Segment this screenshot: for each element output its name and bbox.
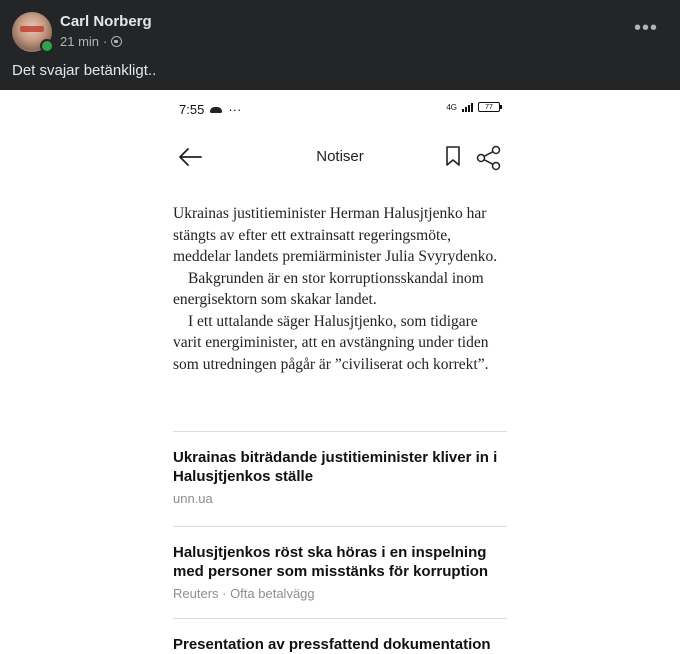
status-dots: ··· <box>228 102 242 117</box>
status-bar-left <box>179 102 241 117</box>
bookmark-icon[interactable] <box>445 146 461 166</box>
article-paragraph: Ukrainas justitieminister Herman Halusjtjenko har stängts av efter ett extrainsatt regeringsmöte, meddelar landets premiärminister Julia Svyrydenko. <box>173 205 498 265</box>
related-item[interactable] <box>173 618 507 654</box>
battery-level: 77 <box>485 104 493 111</box>
share-icon[interactable] <box>476 145 502 171</box>
app-nav-bar <box>160 142 520 172</box>
battery-icon <box>478 102 500 112</box>
related-source: Reuters · Ofta betalvägg <box>173 586 315 601</box>
signal-icon <box>462 102 473 112</box>
post-header <box>0 0 680 90</box>
globe-icon[interactable] <box>111 36 122 47</box>
article-body <box>173 203 508 375</box>
related-item[interactable] <box>173 431 507 506</box>
status-time: 7:55 <box>179 102 205 117</box>
related-headline[interactable]: Halusjtjenkos röst ska höras i en inspelning med personer som misstänks för korruption <box>173 544 489 580</box>
post-text: Det svajar betänkligt.. <box>12 62 157 79</box>
screenshot-image[interactable] <box>160 90 520 653</box>
network-label: 4G <box>446 102 457 112</box>
status-bar-right <box>446 102 500 112</box>
online-status-dot <box>40 39 54 53</box>
related-item[interactable] <box>173 526 507 601</box>
post-time[interactable]: 21 min <box>60 34 100 49</box>
cloud-icon <box>210 107 222 113</box>
post-meta <box>60 34 122 49</box>
meta-separator: · <box>103 34 108 49</box>
related-headline[interactable]: Ukrainas biträdande justitieminister kliver in i Halusjtjenkos ställe <box>173 449 498 485</box>
article-paragraph: Bakgrunden är en stor korruptionsskandal inom energisektorn som skakar landet. <box>173 269 484 308</box>
author-name[interactable]: Carl Norberg <box>60 13 152 30</box>
article-paragraph: I ett uttalande säger Halusjtjenko, som tidigare varit energiminister, att en avstängning under tiden som utredningen pågår är ”civiliserat och korrekt”. <box>173 312 489 373</box>
related-headline[interactable]: Presentation av pressfattend dokumentation <box>173 636 491 653</box>
nav-title: Notiser <box>316 148 364 165</box>
more-options-icon[interactable]: ••• <box>633 17 658 39</box>
related-source: unn.ua <box>173 491 213 506</box>
